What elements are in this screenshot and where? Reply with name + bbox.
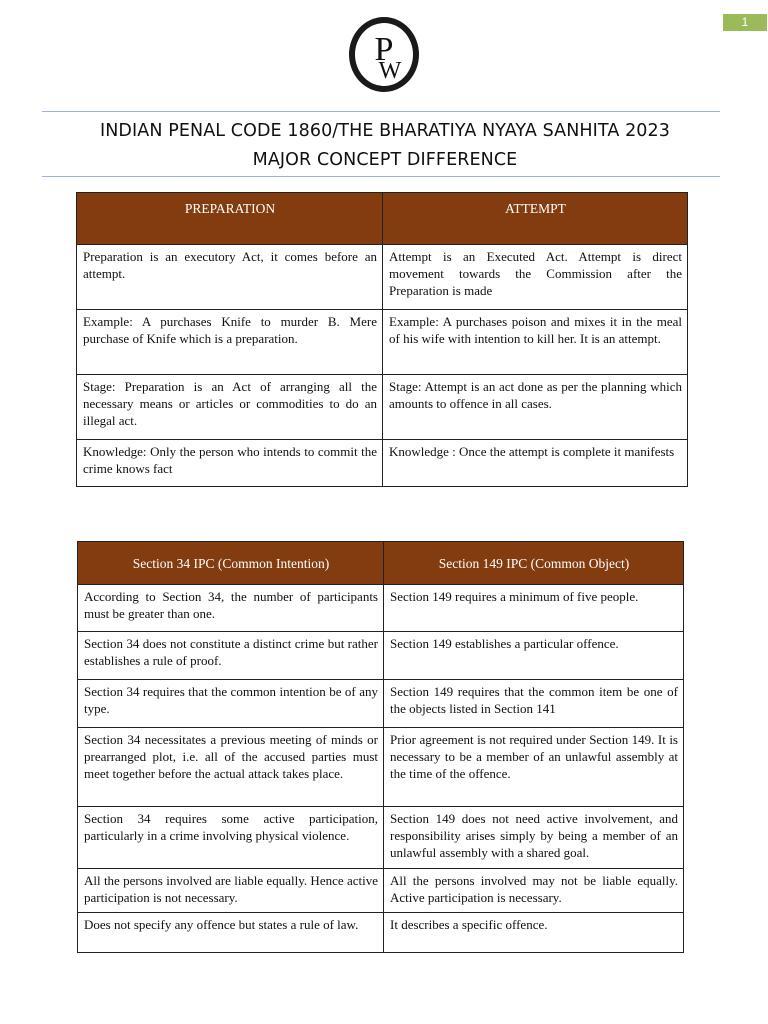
- table-cell: Section 34 requires that the common intention be of any type.: [78, 680, 384, 728]
- table-cell: Section 34 requires some active participation, particularly in a crime involving physical violence.: [78, 807, 384, 869]
- table-cell: Attempt is an Executed Act. Attempt is direct movement towards the Commission after the Preparation is made: [383, 245, 688, 310]
- title-line-2: MAJOR CONCEPT DIFFERENCE: [252, 150, 518, 170]
- table-row: [77, 310, 688, 375]
- table-header-cell: PREPARATION: [77, 193, 383, 245]
- table-cell: Section 149 establishes a particular offence.: [384, 632, 684, 680]
- table-row: [78, 680, 684, 728]
- table-row: [78, 585, 684, 632]
- preparation-vs-attempt-table: [76, 192, 688, 487]
- table-row: [77, 375, 688, 440]
- table-cell: Stage: Attempt is an act done as per the planning which amounts to offence in all cases.: [383, 375, 688, 440]
- table-cell: Section 149 does not need active involvement, and responsibility arises simply by being a member of an unlawful assembly with a shared goal.: [384, 807, 684, 869]
- table-header-row: [77, 193, 688, 245]
- table-row: [78, 869, 684, 913]
- title-line-1: INDIAN PENAL CODE 1860/THE BHARATIYA NYAYA SANHITA 2023: [99, 121, 671, 141]
- title-top-rule: [42, 111, 720, 112]
- table-header-cell: Section 34 IPC (Common Intention): [78, 542, 384, 585]
- table-cell: According to Section 34, the number of participants must be greater than one.: [78, 585, 384, 632]
- document-title: [40, 117, 730, 175]
- table-cell: Preparation is an executory Act, it comes before an attempt.: [77, 245, 383, 310]
- table-cell: Section 149 requires a minimum of five people.: [384, 585, 684, 632]
- table-cell: Stage: Preparation is an Act of arranging all the necessary means or articles or commodities to do an illegal act.: [77, 375, 383, 440]
- table-cell: Example: A purchases poison and mixes it in the meal of his wife with intention to kill her. It is an attempt.: [383, 310, 688, 375]
- table-row: [78, 913, 684, 953]
- table-cell: Knowledge : Once the attempt is complete it manifests: [383, 440, 688, 487]
- table-cell: Knowledge: Only the person who intends to commit the crime knows fact: [77, 440, 383, 487]
- table-cell: It describes a specific offence.: [384, 913, 684, 953]
- title-bottom-rule: [42, 176, 720, 177]
- table-cell: All the persons involved are liable equally. Hence active participation is not necessary.: [78, 869, 384, 913]
- table-header-row: [78, 542, 684, 585]
- table-cell: All the persons involved may not be liable equally. Active participation is necessary.: [384, 869, 684, 913]
- table-cell: Does not specify any offence but states a rule of law.: [78, 913, 384, 953]
- page-number-badge: 1: [723, 14, 767, 31]
- table-cell: Section 34 does not constitute a distinct crime but rather establishes a rule of proof.: [78, 632, 384, 680]
- table-row: [78, 728, 684, 807]
- table-row: [77, 440, 688, 487]
- section34-vs-section149-table: [77, 541, 684, 953]
- table-header-cell: Section 149 IPC (Common Object): [384, 542, 684, 585]
- table-row: [78, 807, 684, 869]
- table-row: [78, 632, 684, 680]
- table-cell: Section 34 necessitates a previous meeting of minds or prearranged plot, i.e. all of the accused parties must meet together before the actual attack takes place.: [78, 728, 384, 807]
- svg-text:W: W: [378, 58, 402, 84]
- pw-logo: [348, 16, 420, 93]
- table-row: [77, 245, 688, 310]
- table-cell: Example: A purchases Knife to murder B. Mere purchase of Knife which is a preparation.: [77, 310, 383, 375]
- table-header-cell: ATTEMPT: [383, 193, 688, 245]
- table-cell: Prior agreement is not required under Section 149. It is necessary to be a member of an unlawful assembly at the time of the offence.: [384, 728, 684, 807]
- svg-text:P: P: [374, 31, 394, 68]
- table-cell: Section 149 requires that the common item be one of the objects listed in Section 141: [384, 680, 684, 728]
